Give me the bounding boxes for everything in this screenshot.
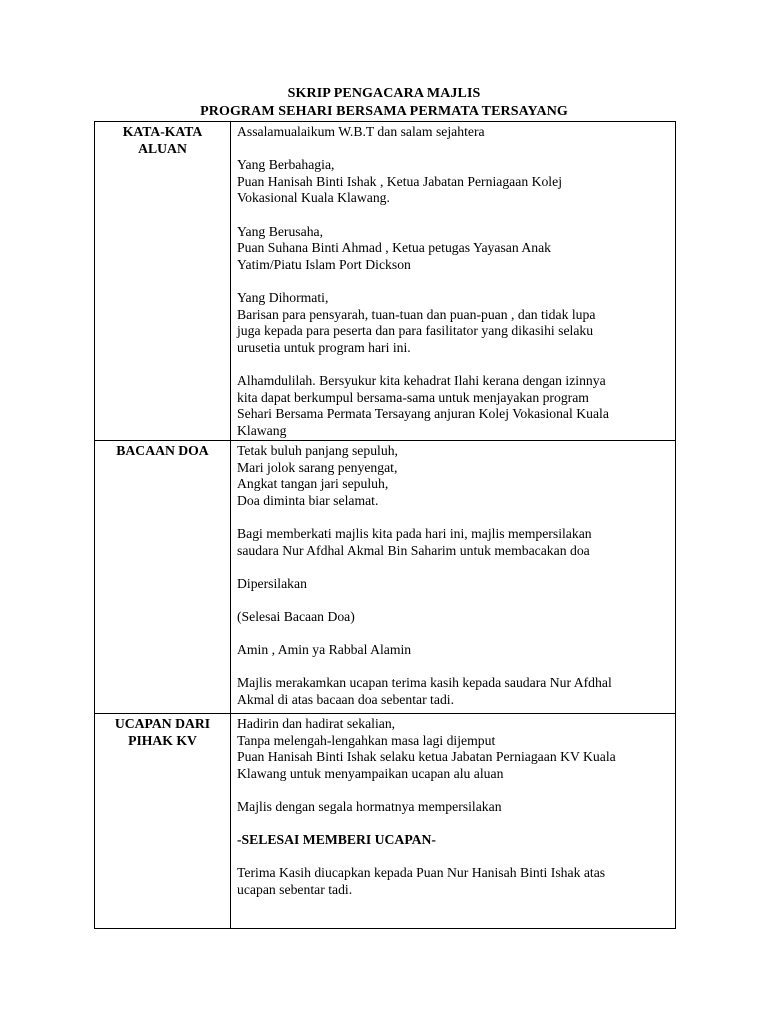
section-label-text: BACAAN DOA [116, 443, 209, 458]
paragraph: Yang Dihormati, Barisan para pensyarah, tuan-tuan dan puan-puan , dan tidak lupa juga kepada para peserta dan para fasilitator yang dikasihi selaku urusetia untuk program hari ini. [237, 289, 596, 355]
paragraph: Majlis merakamkan ucapan terima kasih kepada saudara Nur Afdhal Akmal di atas bacaan doa sebentar tadi. [237, 675, 612, 707]
paragraph: Majlis dengan segala hormatnya mempersilakan [237, 798, 502, 814]
section-label [95, 714, 231, 929]
section-content [231, 122, 676, 441]
table-row-ucapan-dari-pihak-kv [95, 714, 676, 929]
paragraph: (Selesai Bacaan Doa) [237, 608, 355, 624]
section-content [231, 441, 676, 714]
stage-direction: -SELESAI MEMBERI UCAPAN- [237, 832, 436, 848]
paragraph: Yang Berbahagia, Puan Hanisah Binti Ishak , Ketua Jabatan Perniagaan Kolej Vokasional Kuala Klawang. [237, 157, 562, 206]
section-content [231, 714, 676, 929]
paragraph: Dipersilakan [237, 575, 307, 591]
section-label [95, 122, 231, 441]
paragraph: Hadirin dan hadirat sekalian, Tanpa melengah-lengahkan masa lagi dijemput Puan Hanisah Binti Ishak selaku ketua Jabatan Perniagaan KV Kuala Klawang untuk menyampaikan ucapan alu aluan [237, 716, 616, 781]
paragraph: Yang Berusaha, Puan Suhana Binti Ahmad , Ketua petugas Yayasan Anak Yatim/Piatu Islam Port Dickson [237, 223, 552, 272]
document-subtitle: PROGRAM SEHARI BERSAMA PERMATA TERSAYANG [200, 104, 568, 119]
script-table [94, 121, 676, 929]
section-label-text: KATA-KATA ALUAN [122, 124, 203, 156]
paragraph: Amin , Amin ya Rabbal Alamin [237, 642, 412, 658]
paragraph: Alhamdulilah. Bersyukur kita kehadrat Ilahi kerana dengan izinnya kita dapat berkumpul bersama-sama untuk menjayakan program Sehari Bersama Permata Tersayang anjuran Kolej Vokasional Kuala Klawang [237, 372, 609, 438]
pantun: Tetak buluh panjang sepuluh, Mari jolok sarang penyengat, Angkat tangan jari sepuluh, Doa diminta biar selamat. [237, 443, 398, 508]
paragraph: Terima Kasih diucapkan kepada Puan Nur Hanisah Binti Ishak atas ucapan sebentar tadi. [237, 865, 606, 897]
section-label [95, 441, 231, 714]
paragraph: Bagi memberkati majlis kita pada hari ini, majlis mempersilakan saudara Nur Afdhal Akmal Bin Saharim untuk membacakan doa [237, 525, 592, 558]
paragraph: Assalamualaikum W.B.T dan salam sejahtera [237, 124, 485, 139]
table-row-bacaan-doa [95, 441, 676, 714]
document-title: SKRIP PENGACARA MAJLIS [287, 86, 481, 101]
table-row-kata-kata-aluan [95, 122, 676, 441]
section-label-text: UCAPAN DARI PIHAK KV [114, 716, 211, 748]
